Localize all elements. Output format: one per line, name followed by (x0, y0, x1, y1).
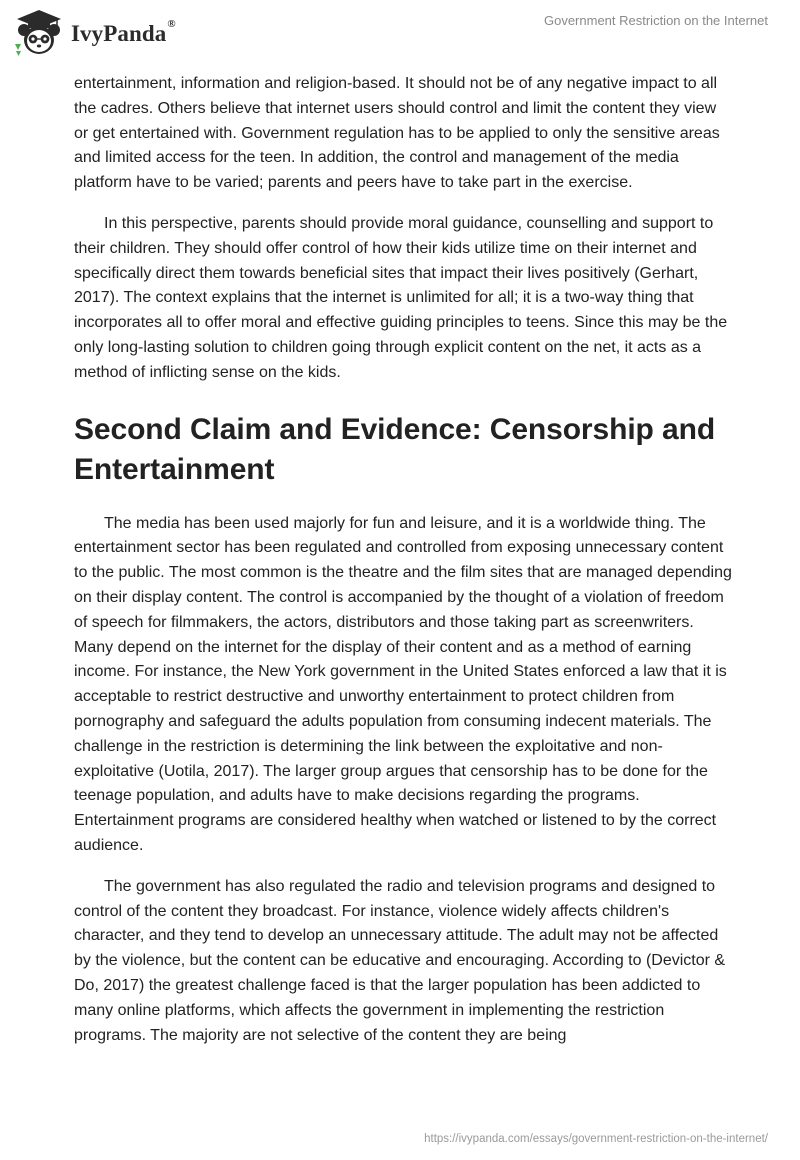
trademark-symbol: ® (167, 18, 176, 30)
paragraph-continued: entertainment, information and religion-based. It should not be of any negative impact to all the cadres. Others believe that internet users should control and limit the content they view or get entertained with. Government regulation has to be applied to only the sensitive areas and limited access for the teen. In addition, the control and management of the media platform have to be varied; parents and peers have to take part in the exercise. (74, 75, 720, 192)
page-header (0, 0, 800, 70)
paragraph-parents-guidance: In this perspective, parents should provide moral guidance, counselling and support to their children. They should offer control of how their kids utilize time on their internet and specifically direct them towards beneficial sites that impact their lives positively (Gerhart, 2017). The context explains that the internet is unlimited for all; it is a two-way thing that incorporates all to offer moral and effective guiding principles to teens. Since this may be the only long-lasting solution to children going through explicit content on the net, it acts as a method of inflicting sense on the kids. (74, 214, 728, 381)
brand-name (71, 18, 176, 47)
section-heading: Second Claim and Evidence: Censorship and Entertainment (74, 412, 716, 486)
essay-body (74, 72, 734, 1048)
document-title: Government Restriction on the Internet (543, 13, 768, 28)
ivypanda-logo[interactable] (13, 8, 176, 58)
brand-text: IvyPanda (71, 21, 167, 46)
panda-icon (13, 8, 65, 58)
paragraph-broadcast-regulation: The government has also regulated the radio and television programs and designed to control of the content they broadcast. For instance, violence widely affects children's character, and they tend to develop an unnecessary attitude. The adult may not be affected by the violence, but the content can be educative and encouraging. According to (Devictor & Do, 2017) the greatest challenge faced is that the larger population has been addicted to many online platforms, which affects the government in implementing the restriction programs. The majority are not selective of the content they are being (74, 877, 726, 1044)
source-url[interactable]: https://ivypanda.com/essays/government-restriction-on-the-internet/ (424, 1133, 768, 1145)
paragraph-entertainment: The media has been used majorly for fun and leisure, and it is a worldwide thing. The entertainment sector has been regulated and controlled from exposing unnecessary content to the public. The most common is the theatre and the film sites that are managed depending on their display content. The control is accompanied by the thought of a violation of freedom of speech for filmmakers, the actors, distributors and those taking part as screenwriters. Many depend on the internet for the display of their content and as a method of earning income. For instance, the New York government in the United States enforced a law that it is acceptable to restrict destructive and unworthy entertainment to protect children from pornography and safeguard the adults population from consuming indecent materials. The challenge in the restriction is determining the link between the exploitative and non-exploitative (Uotila, 2017). The larger group argues that censorship has to be done for the teenage population, and adults have to make decisions regarding the programs. Entertainment programs are considered healthy when watched or listened to by the correct audience. (74, 514, 732, 854)
